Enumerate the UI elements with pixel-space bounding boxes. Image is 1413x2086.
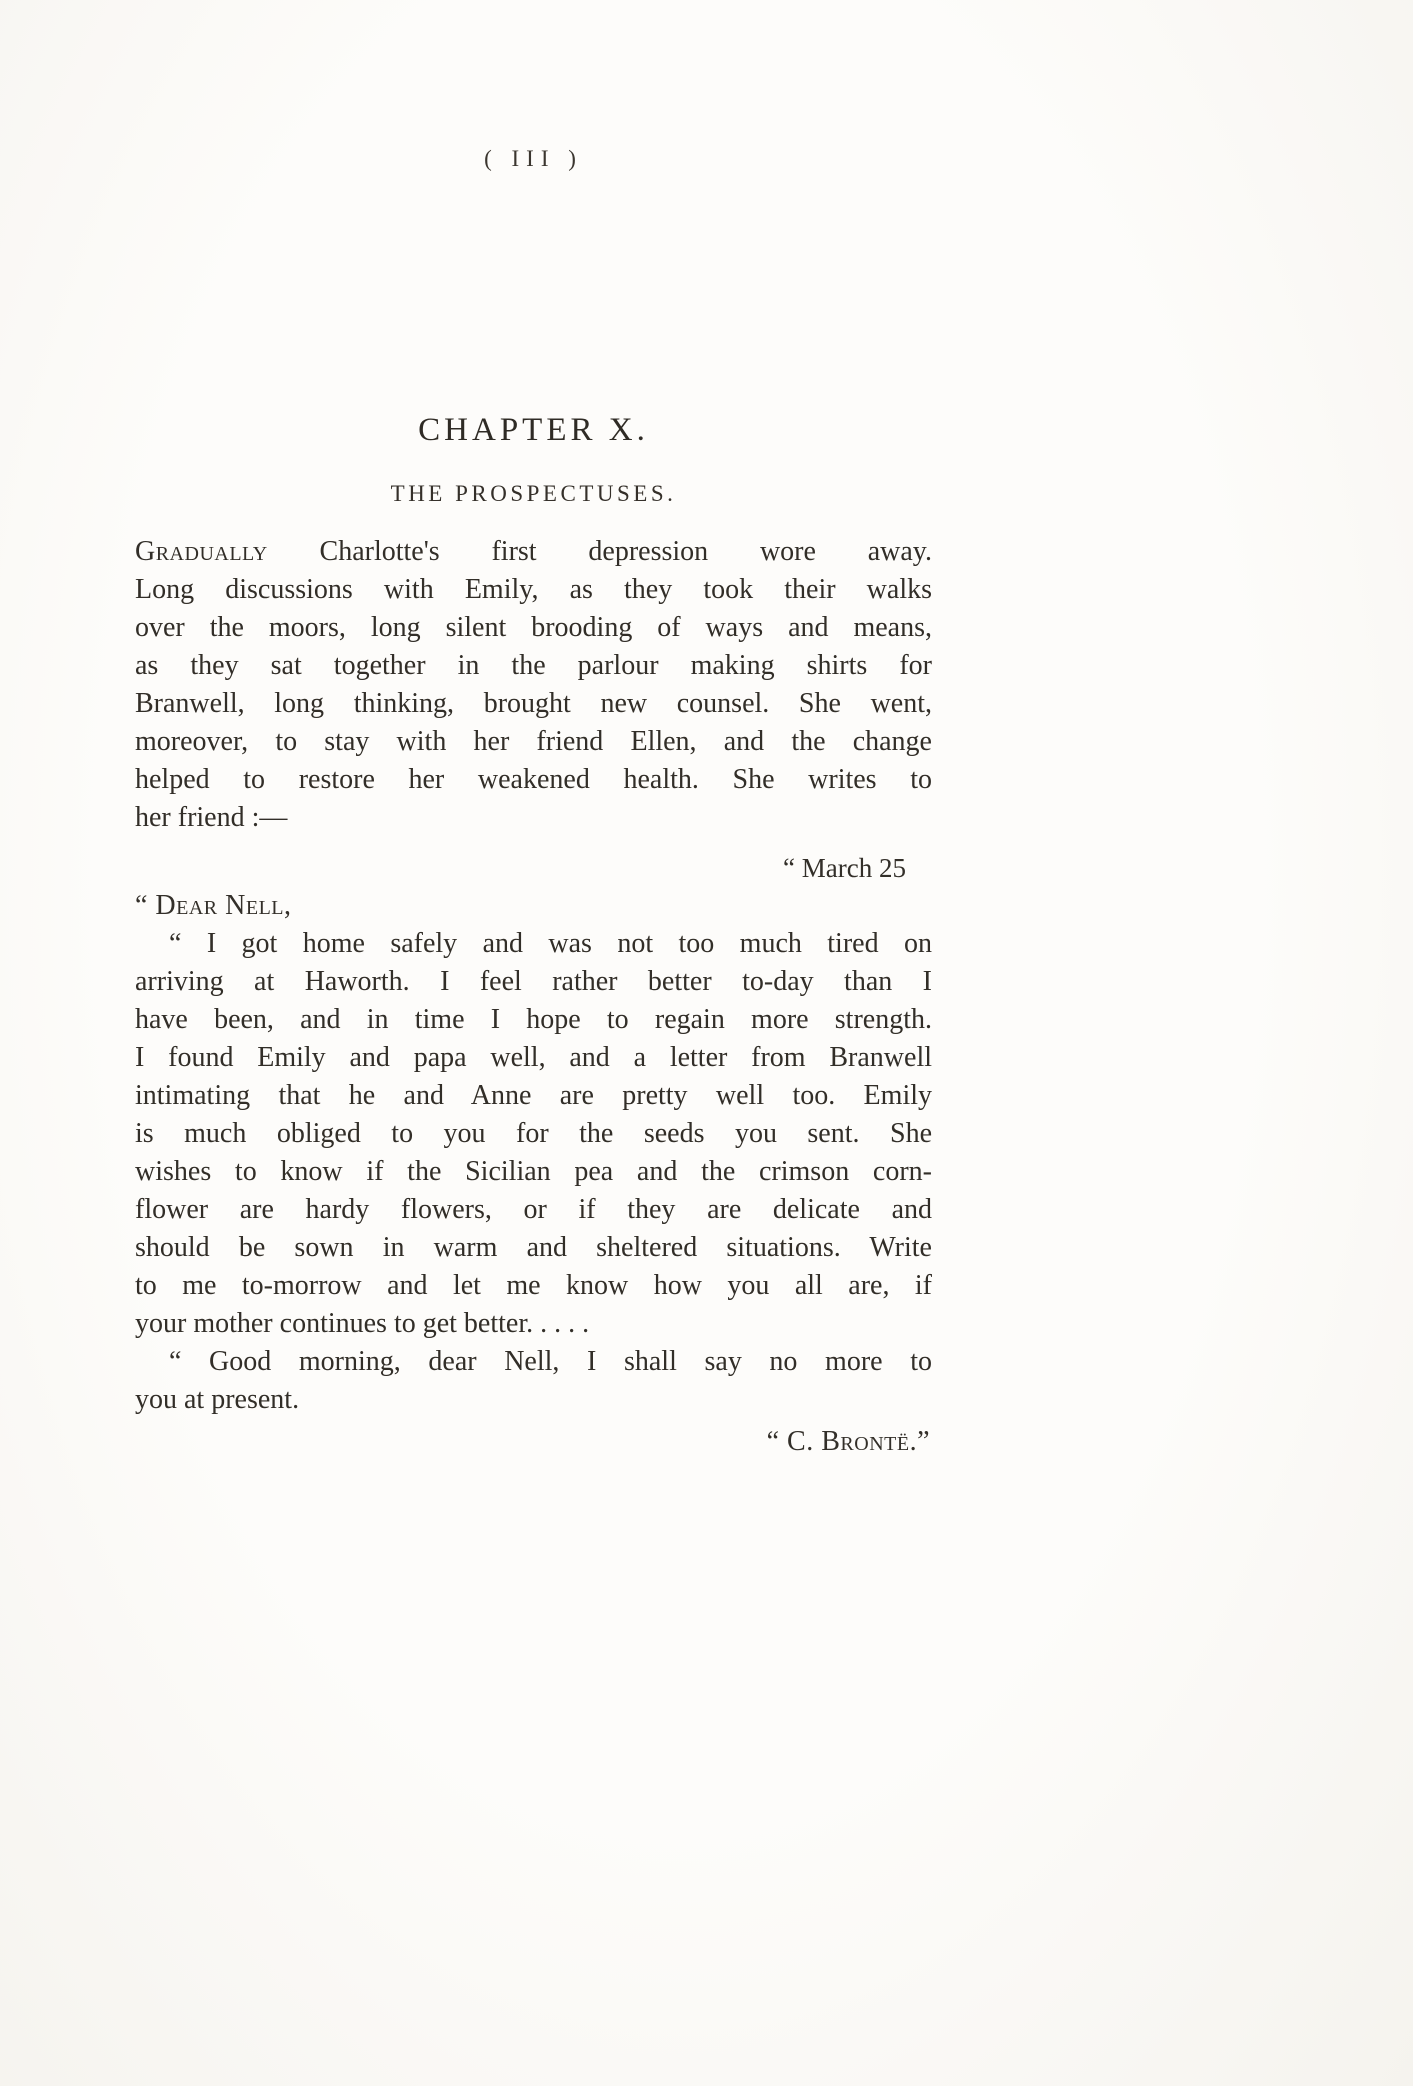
letter-signature: “ C. Brontë.” [766,1426,930,1457]
opening-paragraph-lines [135,571,932,837]
text-line: flower are hardy flowers, or if they are delicate and [135,1194,932,1225]
text-line: “ Good morning, dear Nell, I shall say no more to [169,1346,932,1377]
page-number: ( III ) [484,146,583,171]
letter-body [135,925,932,1343]
page-content [135,146,932,1461]
section-heading: THE PROSPECTUSES. [390,481,677,506]
text-line: her friend :— [135,802,288,833]
text-line: intimating that he and Anne are pretty well too. Emily [135,1080,932,1111]
opening-paragraph [135,533,932,837]
text-line: is much obliged to you for the seeds you sent. She [135,1118,932,1149]
text-line: moreover, to stay with her friend Ellen, and the change [135,726,932,757]
text-line: have been, and in time I hope to regain more strength. [135,1004,932,1035]
text-line: over the moors, long silent brooding of ways and means, [135,612,932,643]
text-line: arriving at Haworth. I feel rather better to-day than I [135,966,932,997]
letter-salutation: “ Dear Nell, [135,890,292,921]
letter-date: “ March 25 [783,853,906,883]
chapter-heading: CHAPTER X. [418,412,649,448]
text-line: helped to restore her weakened health. She writes to [135,764,932,795]
text-line: I found Emily and papa well, and a letter from Branwell [135,1042,932,1073]
letter-closing [135,1343,932,1419]
text-line: should be sown in warm and sheltered situations. Write [135,1232,932,1263]
text-line: Long discussions with Emily, as they took their walks [135,574,932,605]
text-line: to me to-morrow and let me know how you all are, if [135,1270,932,1301]
text-line [135,533,932,571]
text-line: your mother continues to get better. . . . . [135,1308,590,1339]
text-line: wishes to know if the Sicilian pea and the crimson corn- [135,1156,932,1187]
text-line: you at present. [135,1384,300,1415]
lead-word: Gradually [135,536,268,567]
text-line: Branwell, long thinking, brought new counsel. She went, [135,688,932,719]
text-line: “ I got home safely and was not too much tired on [169,928,932,959]
first-line-rest: Charlotte's first depression wore away. [319,536,932,567]
text-line: as they sat together in the parlour making shirts for [135,650,932,681]
